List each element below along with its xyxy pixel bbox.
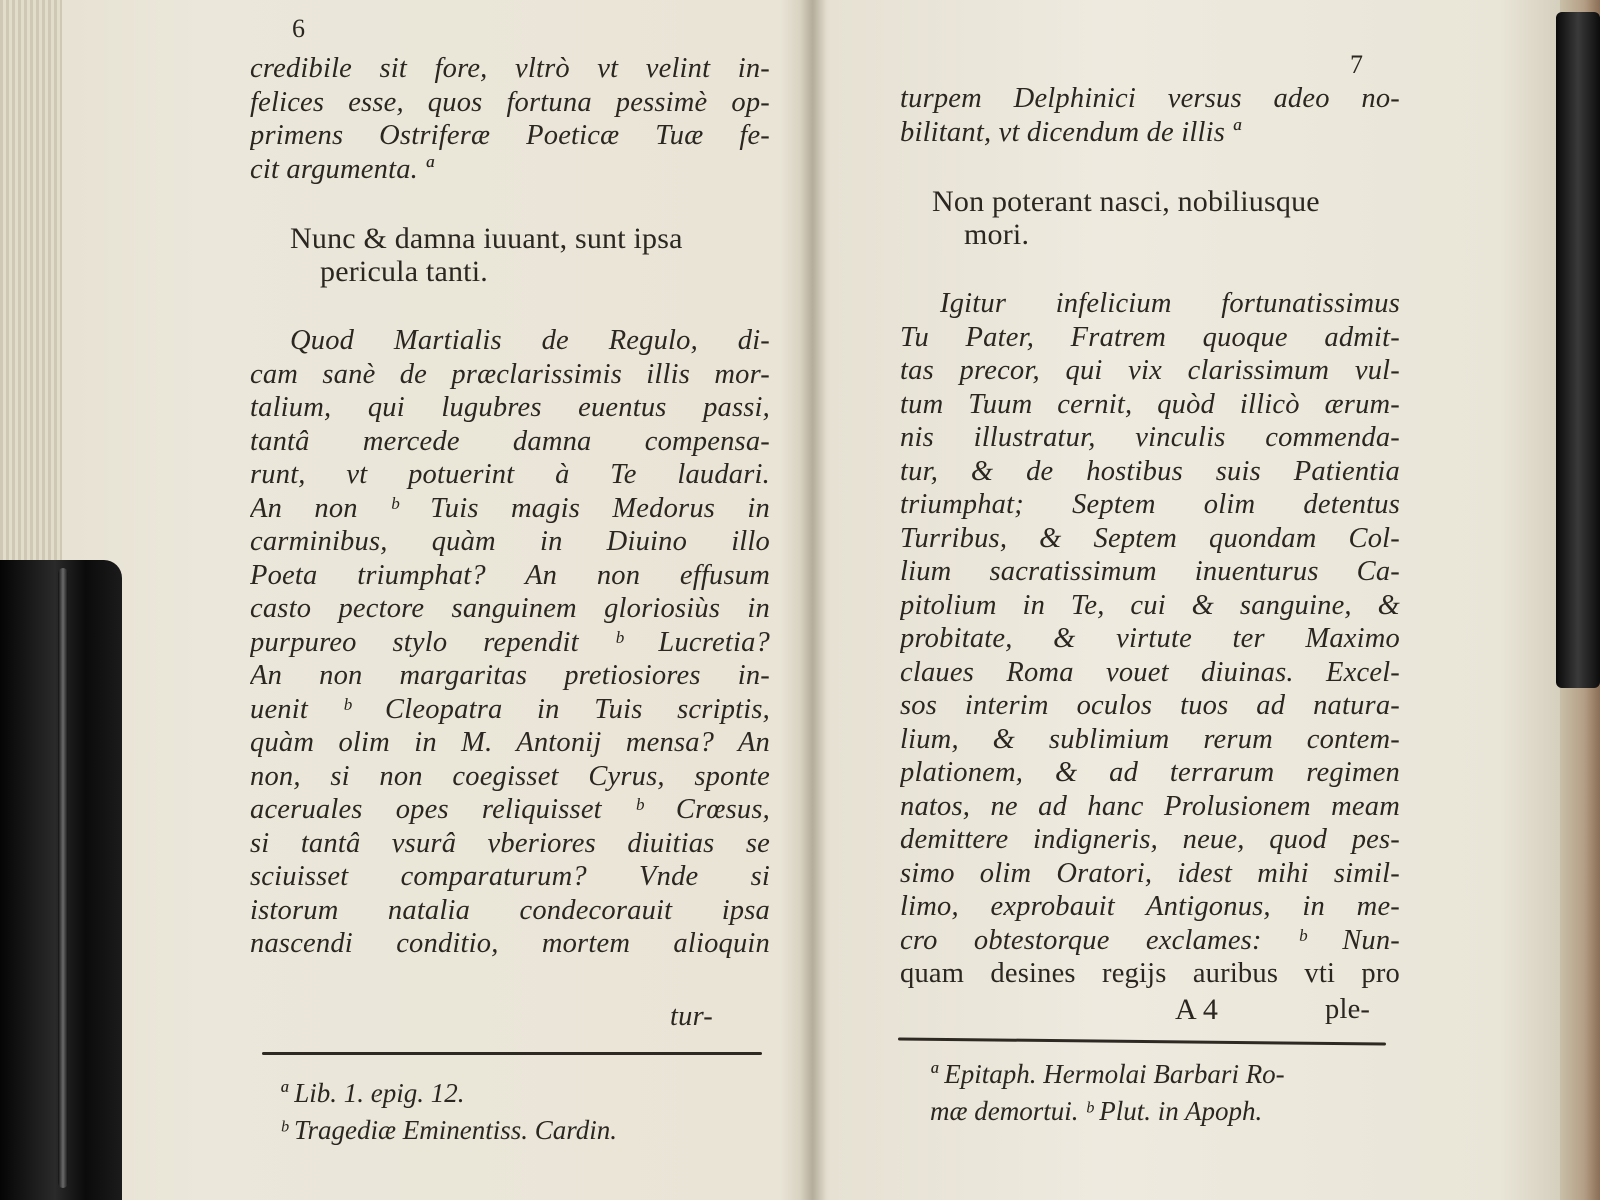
text-line: runt, vt potuerint à Te laudari.: [250, 459, 770, 490]
text-line: tas precor, qui vix clarissimum vul-: [900, 355, 1400, 386]
text-line: aceruales opes reliquisset ᵇ Crœsus,: [250, 794, 770, 825]
text-line: quàm olim in M. Antonij mensa? An: [250, 727, 770, 758]
text-line: istorum natalia condecorauit ipsa: [250, 894, 770, 926]
text-line: tum Tuum cernit, quòd illicò ærum-: [900, 388, 1400, 420]
footnote: ª Lib. 1. epig. 12.: [280, 1078, 465, 1108]
text-line: pitolium in Te, cui & sanguine, &: [900, 589, 1400, 621]
text-line: demittere indigneris, neue, quod pes-: [900, 824, 1400, 855]
text-line: claues Roma vouet diuinas. Excel-: [900, 656, 1400, 688]
right-page-text: [900, 82, 1400, 991]
catchword: ple-: [1325, 994, 1371, 1025]
text-line: plationem, & ad terrarum regimen: [900, 757, 1400, 788]
text-line: credibile sit fore, vltrò vt velint in-: [250, 53, 770, 84]
left-page-text: [250, 52, 770, 961]
text-line: casto pectore sanguinem gloriosiùs in: [250, 593, 770, 624]
footnotes: [280, 1075, 780, 1149]
text-line: Igitur infelicium fortunatissimus: [940, 288, 1400, 319]
text-line: tur, & de hostibus suis Patientia: [900, 455, 1400, 487]
text-line: nascendi conditio, mortem alioquin: [250, 928, 770, 959]
text-line: tantâ mercede damna compensa-: [250, 425, 770, 457]
signature-mark: A 4: [1175, 993, 1219, 1026]
text-line: An non ᵇ Tuis magis Medorus in: [250, 492, 770, 524]
footnote-rule: [262, 1052, 762, 1055]
text-line: non, si non coegisset Cyrus, sponte: [250, 760, 770, 792]
text-line: primens Ostriferæ Poeticæ Tuæ fe-: [250, 120, 770, 151]
text-line: sos interim oculos tuos ad natura-: [900, 690, 1400, 721]
text-line: cro obtestorque exclames: ᵇ Nun-: [900, 924, 1400, 956]
text-line: Turribus, & Septem quondam Col-: [900, 522, 1400, 554]
quote-line: pericula tanti.: [320, 255, 488, 288]
text-line: cam sanè de præclarissimis illis mor-: [250, 358, 770, 390]
footnote: ᵇ Tragediæ Eminentiss. Cardin.: [280, 1115, 618, 1145]
text-line: probitate, & virtute ter Maximo: [900, 623, 1400, 654]
text-line: turpem Delphinici versus adeo no-: [900, 83, 1400, 114]
text-line: talium, qui lugubres euentus passi,: [250, 392, 770, 423]
text-line: felices esse, quos fortuna pessimè op-: [250, 86, 770, 118]
text-line: cit argumenta. ª: [250, 153, 434, 185]
text-line: bilitant, vt dicendum de illis ª: [900, 116, 1241, 148]
book-gutter: [800, 0, 826, 1200]
text-line: si tantâ vsurâ vberiores diuitias se: [250, 827, 770, 859]
text-line: Poeta triumphat? An non effusum: [250, 559, 770, 591]
binder-clip-left: [0, 560, 122, 1200]
footnote: mæ demortui. ᵇ Plut. in Apoph.: [930, 1096, 1263, 1126]
text-line: natos, ne ad hanc Prolusionem meam: [900, 790, 1400, 822]
quote-line: Nunc & damna iuuant, sunt ipsa: [290, 222, 683, 255]
text-line: lium sacratissimum inuenturus Ca-: [900, 556, 1400, 587]
text-line: carminibus, quàm in Diuino illo: [250, 526, 770, 557]
text-line: purpureo stylo rependit ᵇ Lucretia?: [250, 626, 770, 658]
footnote-rule: [898, 1037, 1386, 1045]
footnotes: [930, 1056, 1400, 1130]
text-line: lium, & sublimium rerum contem-: [900, 723, 1400, 755]
catchword: tur-: [670, 1001, 713, 1032]
text-line: nis illustratur, vinculis commenda-: [900, 422, 1400, 453]
text-line: Tu Pater, Fratrem quoque admit-: [900, 321, 1400, 353]
text-line: Quod Martialis de Regulo, di-: [290, 325, 770, 356]
text-line: An non margaritas pretiosiores in-: [250, 660, 770, 691]
page-number: 6: [292, 14, 305, 43]
footnote: ª Epitaph. Hermolai Barbari Ro-: [930, 1059, 1285, 1089]
text-line: quam desines regijs auribus vti pro: [900, 958, 1400, 989]
quote-line: Non poterant nasci, nobiliusque: [932, 185, 1320, 218]
text-line: sciuisset comparaturum? Vnde si: [250, 861, 770, 892]
page-number: 7: [1350, 50, 1363, 79]
text-line: limo, exprobauit Antigonus, in me-: [900, 891, 1400, 922]
text-line: triumphat; Septem olim detentus: [900, 489, 1400, 520]
text-line: uenit ᵇ Cleopatra in Tuis scriptis,: [250, 693, 770, 725]
text-line: simo olim Oratori, idest mihi simil-: [900, 857, 1400, 889]
quote-line: mori.: [964, 218, 1030, 251]
binder-clip-right: [1556, 12, 1600, 688]
